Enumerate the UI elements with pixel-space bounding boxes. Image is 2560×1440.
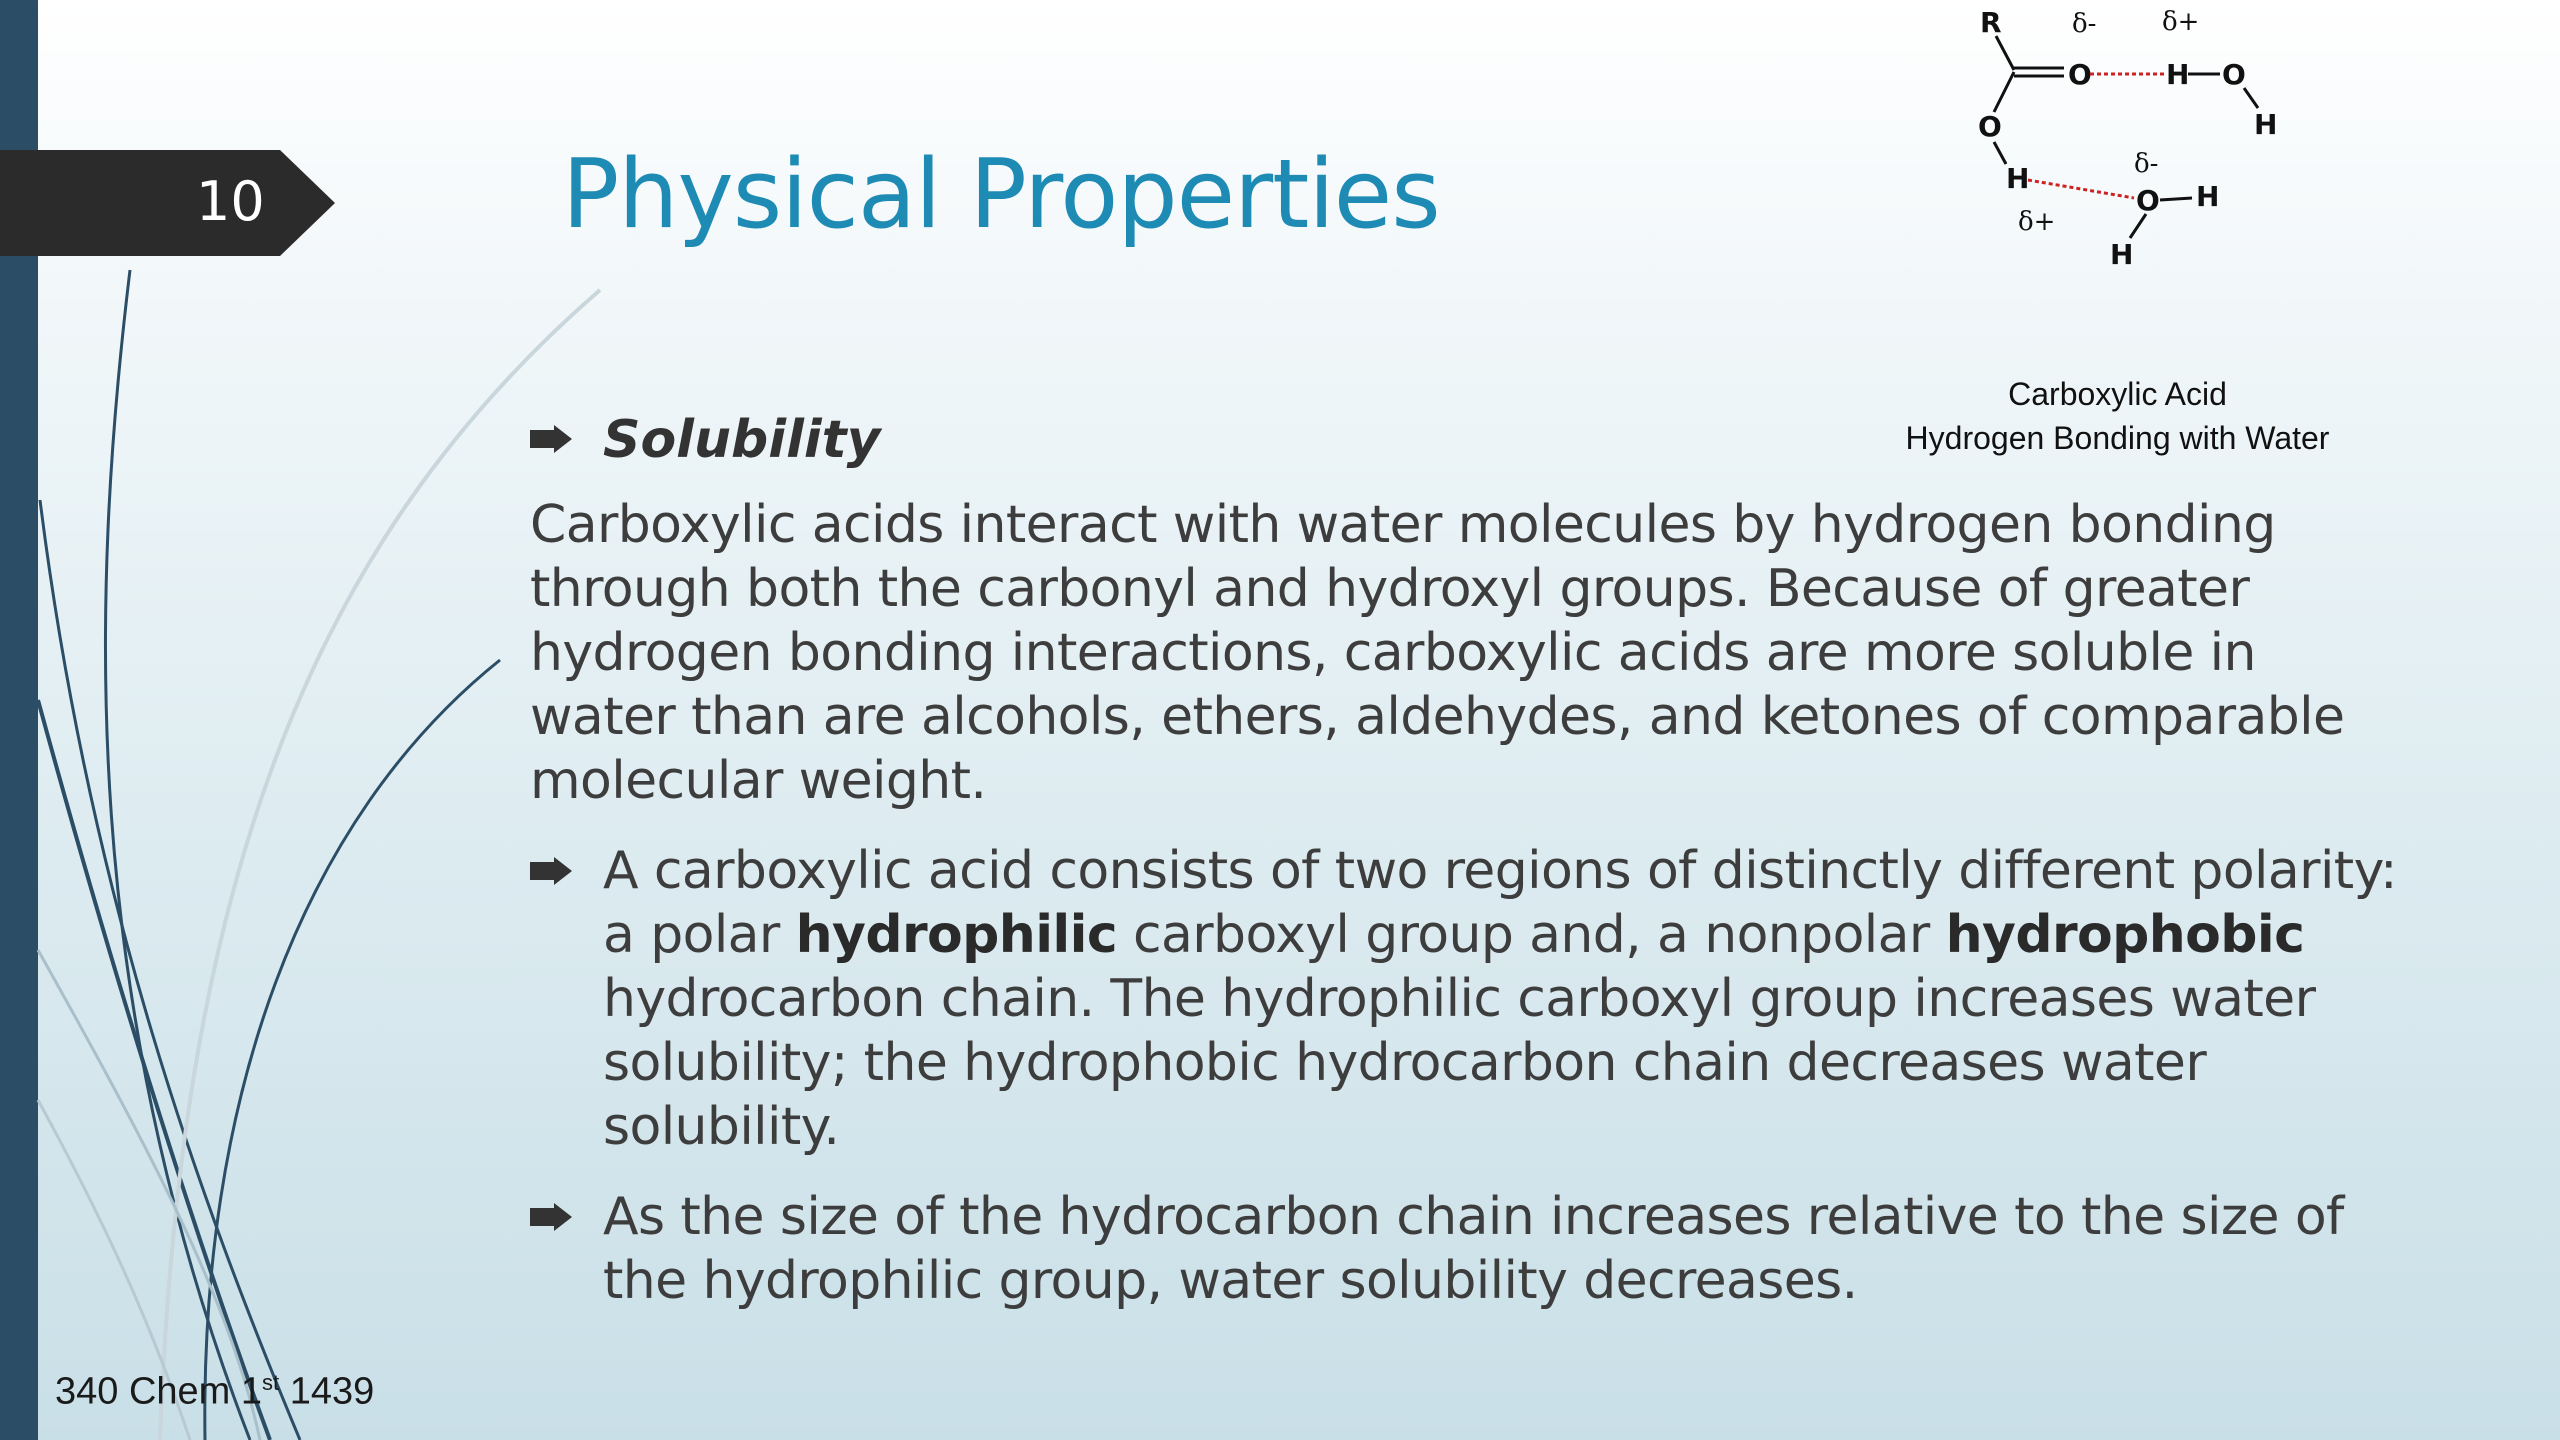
caption-line-1: Carboxylic Acid (2008, 376, 2227, 412)
chain-size-bullet (530, 1185, 2410, 1313)
delta-minus-1: δ- (2072, 9, 2097, 39)
caption-line-2: Hydrogen Bonding with Water (1905, 420, 2330, 456)
slide-title: Physical Properties (562, 140, 1440, 250)
atom-h-hydroxyl: H (2006, 162, 2030, 195)
bullet-arrow-icon (530, 1203, 572, 1231)
atom-o-hydroxyl: O (1978, 110, 2002, 143)
slide-number-tag (0, 150, 335, 256)
delta-minus-2: δ- (2134, 149, 2159, 179)
slide-footer: 340 Chem 1st 1439 (55, 1370, 375, 1413)
bullet-arrow-icon (530, 857, 572, 885)
hydrogen-bonding-diagram (1940, 0, 2340, 280)
hydrophilic-term: hydrophilic (795, 905, 1118, 965)
polarity-text: A carboxylic acid consists of two regions of distinctly different polarity: a polar hydrophilic carboxyl group and, a nonpolar hydrophobic hydrocarbon chain. The hydrophilic carboxyl group increases water solubility; the hydrophobic hydrocarbon chain decreases water solubility. (603, 841, 2397, 1157)
atom-h1-water2: H (2196, 180, 2220, 213)
delta-plus-1: δ+ (2162, 7, 2200, 37)
delta-plus-2: δ+ (2018, 207, 2056, 237)
atom-r: R (1980, 6, 2002, 39)
atom-h-water1: H (2166, 58, 2190, 91)
atom-h2-water2: H (2110, 238, 2134, 271)
atom-o-water1: O (2222, 58, 2246, 91)
hydrophobic-term: hydrophobic (1945, 905, 2305, 965)
atom-o-carbonyl: O (2068, 58, 2092, 91)
atom-h2-water1: H (2254, 108, 2278, 141)
slide-number: 10 (196, 170, 265, 233)
bullet-arrow-icon (530, 425, 572, 453)
atom-o-water2: O (2136, 184, 2160, 217)
solubility-heading: Solubility (603, 410, 881, 470)
polarity-bullet (530, 839, 2410, 1159)
solubility-heading-row (530, 405, 2410, 475)
solubility-paragraph: Carboxylic acids interact with water molecules by hydrogen bonding through both the carbonyl and hydroxyl groups. Because of greater hydrogen bonding interactions, carboxylic acids are more soluble in water than are alcohols, ethers, aldehydes, and ketones of comparable molecular weight. (530, 495, 2345, 811)
chain-size-text: As the size of the hydrocarbon chain increases relative to the size of the hydrophilic group, water solubility decreases. (603, 1187, 2344, 1311)
slide-body (530, 405, 2410, 1313)
